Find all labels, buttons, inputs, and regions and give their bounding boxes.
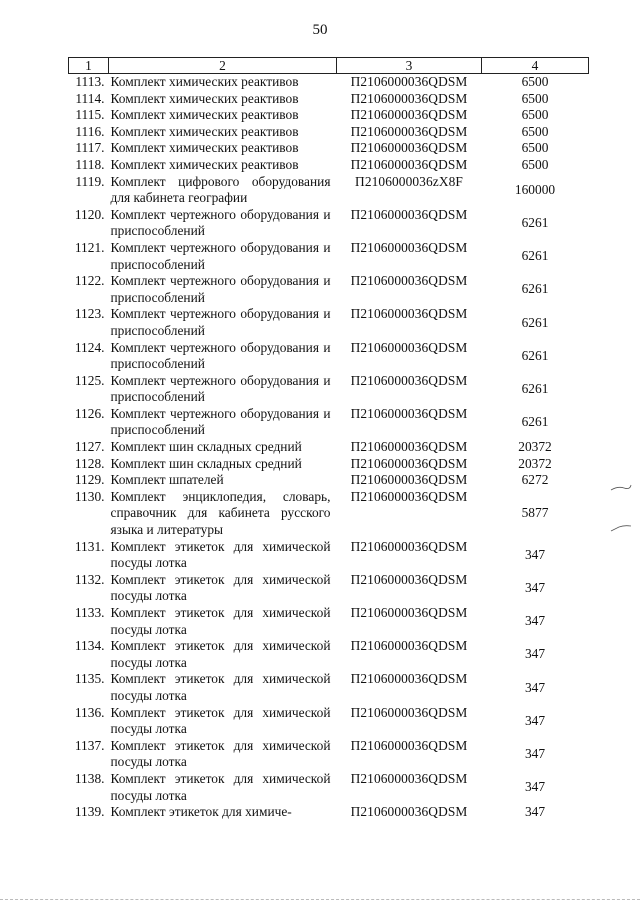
item-name: Комплект этикеток для химической посуды лотка — [110, 571, 331, 604]
item-code: П2106000036QDSM — [350, 638, 468, 654]
row-number: 1133. — [74, 605, 105, 620]
item-quantity: 347 — [524, 712, 546, 728]
table-row — [69, 306, 589, 339]
item-quantity: 347 — [524, 646, 546, 662]
header-col-2: 2 — [109, 58, 337, 74]
item-quantity: 347 — [524, 580, 546, 596]
item-code: П2106000036QDSM — [350, 455, 468, 471]
item-code: П2106000036QDSM — [350, 74, 468, 89]
page-number: 50 — [312, 22, 328, 38]
item-name: Комплект этикеток для химической посуды лотка — [110, 638, 331, 670]
item-name: Комплект этикеток для химической посуды лотка — [110, 770, 331, 803]
table-row — [69, 91, 589, 108]
item-name: Комплект шин складных средний — [110, 439, 302, 455]
table-row — [69, 157, 589, 174]
header-row — [69, 58, 589, 74]
row-number: 1123. — [74, 306, 105, 322]
table-row — [69, 74, 589, 91]
margin-pen-mark — [610, 483, 632, 493]
item-name: Комплект шин складных средний — [110, 455, 302, 471]
row-number: 1122. — [74, 273, 105, 289]
header-col-3: 3 — [337, 58, 482, 74]
item-quantity: 6500 — [521, 107, 549, 123]
item-quantity: 6261 — [521, 347, 549, 363]
item-quantity: 6261 — [521, 215, 549, 231]
table-row — [69, 439, 589, 456]
item-code: П2106000036QDSM — [350, 538, 468, 554]
table-row — [69, 572, 589, 605]
item-name: Комплект чертежного оборудования и приспособлений — [110, 239, 331, 272]
row-number: 1130. — [74, 488, 105, 504]
item-quantity: 6261 — [521, 414, 549, 430]
row-number: 1125. — [74, 372, 105, 388]
page-bottom-edge — [0, 899, 640, 901]
table-row — [69, 373, 589, 406]
item-quantity: 347 — [524, 613, 546, 629]
row-number: 1129. — [74, 472, 105, 488]
item-code: П2106000036QDSM — [350, 156, 468, 172]
table-row — [69, 738, 589, 771]
item-code: П2106000036QDSM — [350, 405, 468, 421]
table-row — [69, 207, 589, 240]
item-name: Комплект химических реактивов — [110, 123, 299, 139]
item-quantity: 347 — [524, 804, 546, 820]
item-quantity: 6500 — [521, 74, 549, 89]
table-row — [69, 638, 589, 671]
item-name: Комплект этикеток для химической посуды лотка — [110, 538, 331, 571]
item-name: Комплект этикеток для химической посуды лотка — [110, 671, 331, 703]
item-code: П2106000036QDSM — [350, 90, 468, 106]
item-name: Комплект химических реактивов — [110, 74, 299, 89]
table-row — [69, 605, 589, 638]
row-number: 1139. — [74, 804, 105, 820]
row-number: 1117. — [75, 140, 105, 156]
item-name: Комплект цифрового оборудования для кабинета географии — [110, 173, 331, 206]
item-name: Комплект энциклопедия, словарь, справочник для кабинета русского языка и литературы — [110, 488, 331, 538]
row-number: 1113. — [75, 74, 105, 89]
item-name: Комплект чертежного оборудования и приспособлений — [110, 206, 331, 239]
item-quantity: 6261 — [521, 248, 549, 264]
item-code: П2106000036QDSM — [350, 273, 468, 289]
table-row — [69, 705, 589, 738]
item-code: П2106000036QDSM — [350, 472, 468, 488]
item-name: Комплект шпателей — [110, 472, 224, 488]
item-quantity: 6500 — [521, 156, 549, 172]
table-row — [69, 406, 589, 439]
item-code: П2106000036QDSM — [350, 372, 468, 388]
item-quantity: 20372 — [518, 455, 552, 471]
row-number: 1118. — [75, 156, 105, 172]
item-name: Комплект чертежного оборудования и приспособлений — [110, 306, 331, 338]
table-row — [69, 107, 589, 124]
items-table — [68, 57, 589, 821]
row-number: 1127. — [74, 439, 105, 455]
table-body — [69, 74, 589, 821]
table-row — [69, 804, 589, 821]
table-row — [69, 340, 589, 373]
item-name: Комплект этикеток для химической посуды лотка — [110, 704, 331, 737]
table-header — [69, 58, 589, 74]
item-quantity: 6272 — [521, 472, 549, 488]
item-name: Комплект чертежного оборудования и приспособлений — [110, 339, 331, 372]
row-number: 1114. — [75, 90, 105, 106]
table-row — [69, 174, 589, 207]
row-number: 1124. — [74, 339, 105, 355]
row-number: 1136. — [74, 704, 105, 720]
item-name: Комплект химических реактивов — [110, 107, 299, 123]
row-number: 1121. — [74, 239, 105, 255]
item-quantity: 5877 — [521, 505, 549, 521]
table-row — [69, 539, 589, 572]
row-number: 1128. — [74, 455, 105, 471]
item-quantity: 6500 — [521, 90, 549, 106]
item-quantity: 20372 — [518, 439, 552, 455]
item-code: П2106000036QDSM — [350, 770, 468, 786]
row-number: 1126. — [74, 405, 105, 421]
item-quantity: 347 — [524, 779, 546, 795]
table-row — [69, 456, 589, 473]
row-number: 1119. — [75, 173, 105, 189]
table-row — [69, 771, 589, 804]
item-name: Комплект этикеток для химиче- — [110, 804, 292, 820]
item-code: П2106000036QDSM — [350, 107, 468, 123]
row-number: 1116. — [75, 123, 105, 139]
table-row — [69, 472, 589, 489]
item-quantity: 6261 — [521, 380, 549, 396]
item-quantity: 6261 — [521, 314, 549, 330]
item-code: П2106000036QDSM — [350, 671, 468, 687]
item-code: П2106000036QDSM — [350, 339, 468, 355]
row-number: 1134. — [74, 638, 105, 654]
item-code: П2106000036QDSM — [350, 439, 468, 455]
item-name: Комплект этикеток для химической посуды лотка — [110, 737, 331, 770]
item-quantity: 347 — [524, 546, 546, 562]
item-name: Комплект чертежного оборудования и приспособлений — [110, 372, 331, 405]
item-name: Комплект химических реактивов — [110, 140, 299, 156]
item-quantity: 6261 — [521, 281, 549, 297]
item-code: П2106000036QDSM — [350, 804, 468, 820]
item-code: П2106000036QDSM — [350, 123, 468, 139]
margin-pen-mark — [610, 523, 632, 533]
item-name: Комплект чертежного оборудования и приспособлений — [110, 405, 331, 438]
item-code: П2106000036QDSM — [350, 206, 468, 222]
item-code: П2106000036QDSM — [350, 737, 468, 753]
table-row — [69, 671, 589, 704]
item-quantity: 6500 — [521, 123, 549, 139]
item-name: Комплект химических реактивов — [110, 90, 299, 106]
item-code: П2106000036QDSM — [350, 239, 468, 255]
item-quantity: 347 — [524, 746, 546, 762]
row-number: 1132. — [74, 571, 105, 587]
item-quantity: 6500 — [521, 140, 549, 156]
row-number: 1138. — [74, 770, 105, 786]
row-number: 1135. — [74, 671, 105, 687]
header-col-1: 1 — [69, 58, 109, 74]
item-code: П2106000036QDSM — [350, 140, 468, 156]
row-number: 1131. — [74, 538, 105, 554]
item-name: Комплект этикеток для химической посуды лотка — [110, 605, 331, 637]
item-code: П2106000036QDSM — [350, 571, 468, 587]
table-row — [69, 489, 589, 539]
item-code: П2106000036QDSM — [350, 605, 468, 620]
item-code: П2106000036zX8F — [355, 173, 463, 189]
table-row — [69, 140, 589, 157]
item-name: Комплект чертежного оборудования и приспособлений — [110, 273, 331, 305]
header-col-4: 4 — [482, 58, 589, 74]
table-row — [69, 124, 589, 141]
row-number: 1115. — [75, 107, 105, 123]
table-row — [69, 273, 589, 306]
item-quantity: 347 — [524, 679, 546, 695]
item-code: П2106000036QDSM — [350, 704, 468, 720]
item-name: Комплект химических реактивов — [110, 156, 299, 172]
item-code: П2106000036QDSM — [350, 488, 468, 504]
item-quantity: 160000 — [514, 181, 556, 197]
item-code: П2106000036QDSM — [350, 306, 468, 322]
table-row — [69, 240, 589, 273]
row-number: 1137. — [74, 737, 105, 753]
row-number: 1120. — [74, 206, 105, 222]
